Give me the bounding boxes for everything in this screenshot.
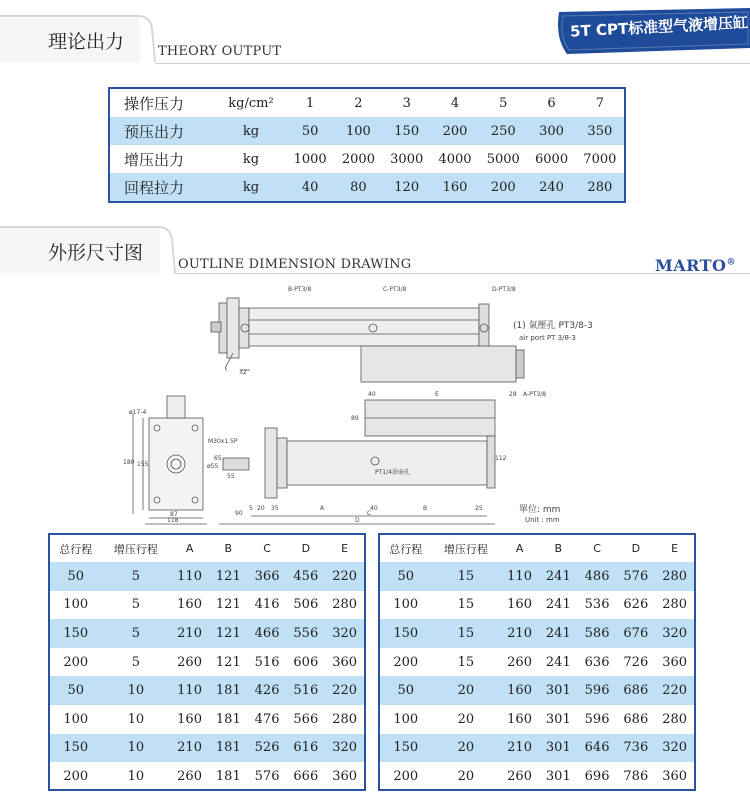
theory-output-table [108, 87, 626, 203]
svg-text:D: D [355, 517, 360, 524]
svg-text:90: 90 [235, 510, 243, 517]
table-cell: 4 [450, 95, 460, 111]
theory-row [110, 145, 624, 173]
theory-row [110, 89, 624, 117]
table-cell: 646 [578, 734, 617, 763]
svg-text:25: 25 [475, 505, 483, 512]
svg-text:65: 65 [214, 455, 222, 462]
table-cell: 241 [539, 619, 578, 648]
table-cell: 15 [432, 562, 501, 591]
table-cell: 50 [380, 676, 432, 705]
table-cell: 10 [127, 711, 145, 727]
table-cell: 301 [539, 676, 578, 705]
column-header: 总行程 [389, 542, 423, 556]
cylinder-top-view [211, 298, 524, 382]
table-cell: 596 [578, 676, 617, 705]
svg-text:40: 40 [368, 391, 376, 398]
row-unit: kg [242, 151, 260, 167]
table-row [380, 591, 694, 620]
svg-text:M30x1.5P: M30x1.5P [208, 438, 238, 445]
svg-text:PT1/4油壶孔: PT1/4油壶孔 [375, 469, 410, 476]
table-cell: 556 [286, 619, 325, 648]
table-cell: 666 [293, 768, 319, 784]
column-header: A [185, 542, 194, 555]
table-cell: 526 [248, 734, 287, 763]
row-unit: kg [216, 173, 286, 201]
column-header: D [631, 542, 641, 555]
table-cell: 426 [248, 676, 287, 705]
svg-text:Unit : mm: Unit : mm [525, 516, 560, 524]
table-cell: 200 [479, 173, 527, 201]
outline-drawing-title: 外形尺寸图 [48, 242, 144, 264]
table-cell: 50 [50, 562, 102, 591]
table-cell: 5 [131, 654, 140, 670]
table-cell: 586 [578, 619, 617, 648]
table-row [50, 734, 364, 763]
table-cell: 241 [539, 562, 578, 591]
table-cell: 676 [616, 619, 655, 648]
table-cell: 100 [63, 597, 89, 613]
theory-output-subtitle: THEORY OUTPUT [158, 44, 282, 59]
column-header: E [341, 542, 349, 555]
table-cell: 476 [254, 711, 280, 727]
table-cell: 160 [507, 597, 532, 613]
table-header-row [380, 535, 694, 562]
table-cell: 301 [545, 768, 571, 784]
table-cell: 10 [127, 768, 145, 784]
product-badge-label: 5T CPT标准型气液增压缸 [569, 13, 749, 41]
table-cell: 210 [500, 619, 539, 648]
svg-text:A: A [320, 505, 325, 512]
column-header: B [554, 542, 563, 555]
column-header: A [515, 542, 524, 555]
table-row [50, 676, 364, 705]
table-cell: 360 [332, 654, 358, 670]
table-cell: 486 [578, 562, 617, 591]
column-header: C [593, 542, 601, 555]
row-label: 增压出力 [124, 150, 185, 169]
table-cell: 121 [209, 562, 248, 591]
table-row [380, 705, 694, 734]
table-cell: 150 [50, 734, 102, 763]
column-header: C [263, 542, 271, 555]
table-cell: 7000 [583, 151, 617, 167]
table-cell: 4000 [438, 151, 472, 167]
svg-text:112: 112 [495, 455, 507, 462]
svg-text:air port PT 3/8-3: air port PT 3/8-3 [519, 334, 576, 342]
table-cell: 301 [545, 711, 571, 727]
table-cell: 280 [332, 597, 358, 613]
table-cell: 2000 [341, 151, 375, 167]
table-cell: 360 [662, 654, 688, 670]
table-cell: 686 [623, 711, 649, 727]
table-cell: 566 [293, 711, 319, 727]
table-cell: 160 [177, 711, 202, 727]
table-cell: 200 [393, 654, 419, 670]
svg-text:5: 5 [249, 505, 253, 512]
table-cell: 536 [584, 597, 610, 613]
table-cell: 160 [177, 597, 202, 613]
table-cell: 241 [545, 654, 571, 670]
table-cell: 121 [215, 654, 241, 670]
table-cell: 606 [293, 654, 319, 670]
table-row [50, 648, 364, 677]
table-cell: 200 [431, 117, 479, 145]
table-cell: 121 [209, 619, 248, 648]
table-cell: 20 [432, 734, 501, 763]
dimension-table-left [48, 533, 366, 791]
table-cell: 516 [286, 676, 325, 705]
table-cell: 726 [623, 654, 649, 670]
table-cell: 5 [102, 619, 171, 648]
table-cell: 360 [662, 768, 688, 784]
table-cell: 5000 [486, 151, 520, 167]
svg-text:ø17-4: ø17-4 [129, 409, 147, 416]
table-row [380, 676, 694, 705]
table-cell: 416 [254, 597, 280, 613]
theory-row [110, 117, 624, 145]
table-cell: 280 [662, 597, 688, 613]
table-cell: 5 [102, 562, 171, 591]
table-cell: 320 [655, 619, 694, 648]
column-header: 总行程 [59, 542, 93, 556]
table-cell: 696 [584, 768, 610, 784]
outline-dimension-drawing [115, 278, 655, 530]
table-cell: 100 [393, 711, 419, 727]
svg-text:C: C [367, 510, 372, 517]
column-header: B [224, 542, 233, 555]
table-cell: 20 [457, 711, 475, 727]
table-cell: 50 [380, 562, 432, 591]
svg-text:B: B [423, 505, 428, 512]
brand-logo: MARTO® [655, 256, 736, 275]
table-cell: 6000 [535, 151, 569, 167]
table-cell: 15 [457, 597, 475, 613]
svg-text:55: 55 [227, 473, 235, 480]
table-row [380, 734, 694, 763]
column-header: 增压行程 [443, 542, 488, 556]
table-cell: 120 [383, 173, 431, 201]
table-cell: 110 [170, 562, 209, 591]
table-cell: 626 [623, 597, 649, 613]
table-cell: 576 [616, 562, 655, 591]
svg-text:180: 180 [123, 459, 135, 466]
outline-drawing-subtitle: OUTLINE DIMENSION DRAWING [178, 257, 412, 272]
table-cell: 220 [325, 676, 364, 705]
table-cell: 301 [539, 734, 578, 763]
row-label: 回程拉力 [110, 173, 216, 201]
table-cell: 260 [507, 768, 532, 784]
table-cell: 456 [286, 562, 325, 591]
table-cell: 160 [507, 711, 532, 727]
table-cell: 280 [332, 711, 358, 727]
row-label: 预压出力 [110, 117, 216, 145]
table-cell: 160 [500, 676, 539, 705]
table-cell: 786 [623, 768, 649, 784]
table-row [380, 762, 694, 791]
svg-text:B-PT3/8: B-PT3/8 [288, 286, 312, 293]
table-cell: 516 [254, 654, 280, 670]
table-cell: 3000 [390, 151, 424, 167]
table-cell: 10 [102, 676, 171, 705]
svg-text:20: 20 [257, 505, 265, 512]
table-cell: 181 [215, 711, 241, 727]
table-cell: 7 [595, 95, 604, 111]
table-cell: 5 [499, 95, 508, 111]
table-row [50, 762, 364, 791]
table-cell: 466 [248, 619, 287, 648]
table-cell: 150 [380, 734, 432, 763]
table-cell: 20 [432, 676, 501, 705]
table-cell: 241 [545, 597, 571, 613]
table-cell: 40 [286, 173, 334, 201]
table-cell: 366 [248, 562, 287, 591]
column-header: 增压行程 [113, 542, 158, 556]
table-cell: 506 [293, 597, 319, 613]
table-cell: 181 [209, 734, 248, 763]
svg-text:89: 89 [351, 415, 359, 422]
table-cell: 260 [177, 654, 202, 670]
table-row [380, 619, 694, 648]
table-cell: 20 [457, 768, 475, 784]
table-cell: 100 [63, 711, 89, 727]
table-cell: 686 [616, 676, 655, 705]
table-cell: 250 [479, 117, 527, 145]
table-row [50, 619, 364, 648]
table-cell: 1 [306, 95, 315, 111]
svg-text:35: 35 [271, 505, 279, 512]
table-row [50, 591, 364, 620]
svg-text:單位: mm: 單位: mm [519, 505, 561, 515]
table-cell: 150 [383, 117, 431, 145]
svg-text:C-PT3/8: C-PT3/8 [383, 286, 407, 293]
table-cell: 596 [584, 711, 610, 727]
table-cell: 150 [380, 619, 432, 648]
table-cell: 200 [393, 768, 419, 784]
table-cell: 10 [102, 734, 171, 763]
theory-output-title: 理论出力 [48, 31, 125, 53]
svg-text:D-PT3/8: D-PT3/8 [492, 286, 516, 293]
svg-text:40: 40 [370, 505, 378, 512]
svg-text:118: 118 [167, 517, 179, 524]
dimension-table-right [378, 533, 696, 791]
table-cell: 15 [457, 654, 475, 670]
table-cell: 160 [431, 173, 479, 201]
table-cell: 110 [500, 562, 539, 591]
table-cell: 300 [527, 117, 575, 145]
table-header-row [50, 535, 364, 562]
table-row [50, 705, 364, 734]
row-label: 操作压力 [124, 94, 185, 113]
row-unit: kg [216, 117, 286, 145]
table-cell: 240 [527, 173, 575, 201]
table-cell: 736 [616, 734, 655, 763]
table-cell: 15 [432, 619, 501, 648]
svg-text:ø55: ø55 [207, 463, 219, 470]
table-cell: 220 [325, 562, 364, 591]
table-cell: 6 [547, 95, 556, 111]
table-row [50, 562, 364, 591]
outline-drawing-header [0, 225, 750, 275]
table-cell: 220 [655, 676, 694, 705]
svg-text:E: E [435, 391, 439, 398]
svg-text:A-PT3/8: A-PT3/8 [523, 391, 547, 398]
table-cell: 80 [334, 173, 382, 201]
table-cell: 210 [170, 619, 209, 648]
table-cell: 360 [332, 768, 358, 784]
column-header: D [301, 542, 311, 555]
table-cell: 210 [500, 734, 539, 763]
table-cell: 50 [50, 676, 102, 705]
table-cell: 150 [50, 619, 102, 648]
row-unit: kg/cm² [228, 95, 274, 111]
table-cell: 200 [63, 654, 89, 670]
column-header: E [671, 542, 679, 555]
table-cell: 210 [170, 734, 209, 763]
svg-text:155: 155 [137, 461, 149, 468]
table-cell: 5 [131, 597, 140, 613]
table-cell: 50 [286, 117, 334, 145]
table-cell: 576 [254, 768, 280, 784]
table-cell: 200 [63, 768, 89, 784]
table-cell: 3 [402, 95, 411, 111]
table-cell: 320 [655, 734, 694, 763]
table-cell: 121 [215, 597, 241, 613]
table-cell: 181 [209, 676, 248, 705]
table-cell: 181 [215, 768, 241, 784]
svg-text:87: 87 [170, 511, 178, 518]
table-row [380, 648, 694, 677]
table-cell: 280 [662, 711, 688, 727]
table-cell: 100 [393, 597, 419, 613]
table-cell: 100 [334, 117, 382, 145]
table-cell: 636 [584, 654, 610, 670]
svg-text:(1) 氣壓孔 PT3/8-3: (1) 氣壓孔 PT3/8-3 [513, 321, 593, 331]
table-cell: 280 [655, 562, 694, 591]
table-cell: 616 [286, 734, 325, 763]
table-cell: 260 [507, 654, 532, 670]
svg-text:32: 32 [239, 369, 247, 376]
svg-text:28: 28 [509, 391, 517, 398]
table-cell: 320 [325, 734, 364, 763]
table-cell: 1000 [293, 151, 327, 167]
table-row [380, 562, 694, 591]
table-cell: 320 [325, 619, 364, 648]
table-cell: 110 [170, 676, 209, 705]
table-cell: 2 [354, 95, 363, 111]
header-rule [155, 63, 750, 64]
table-cell: 350 [576, 117, 624, 145]
table-cell: 260 [177, 768, 202, 784]
table-cell: 280 [576, 173, 624, 201]
theory-row [110, 173, 624, 201]
